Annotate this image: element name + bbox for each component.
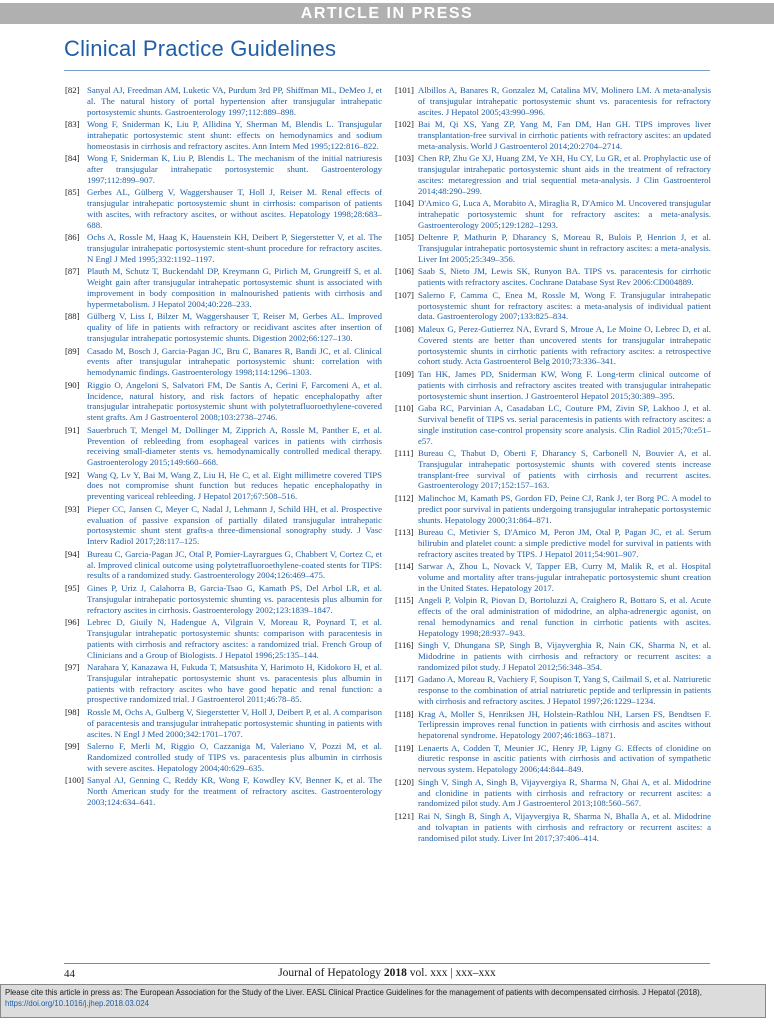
reference-number: [120] [395,776,414,787]
reference-number: [108] [395,323,414,334]
reference-text: Narahara Y, Kanazawa H, Fukuda T, Matsushita Y, Harimoto H, Kidokoro H, et al. Transjugular intrahepatic portosystemic shunt vs. paracentesis plus albumin in patients with refractory ascites who have good hepatic and renal function: a prospective randomized trial. J Gastroenterol 2011;46:78–85. [87,661,382,705]
reference-number: [83] [65,119,80,130]
reference-number: [92] [65,469,80,480]
reference-text: Tan HK, James PD, Sniderman KW, Wong F. Long-term clinical outcome of patients with cirrhosis and refractory ascites treated with transjugular intrahepatic portosystemic shunt insertion. J Gastroenterol Hepatol 2015;30:389–395. [418,368,711,401]
reference-item[interactable] [64,662,382,705]
journal-year: 2018 [383,967,407,979]
reference-number: [93] [65,503,80,514]
reference-number: [86] [65,232,80,243]
reference-number: [82] [65,85,80,95]
reference-item[interactable] [395,777,711,810]
reference-item[interactable] [395,198,711,231]
reference-item[interactable] [395,743,711,776]
journal-footer [0,967,774,979]
reference-text: Bureau C, Garcia-Pagan JC, Otal P, Pomier-Layrargues G, Chabbert V, Cortez C, et al. Improved clinical outcome using polytetrafluoroethylene-coated stents for TIPS: results of a randomized study. Gastroenterology 2004;126:469–475. [87,548,382,581]
reference-item[interactable] [395,595,711,638]
reference-number: [121] [395,810,414,821]
reference-number: [101] [395,85,414,95]
reference-text: Riggio O, Angeloni S, Salvatori FM, De Santis A, Cerini F, Farcomeni A, et al. Incidence, natural history, and risk factors of hepatic encephalopathy after transjugular intrahepatic portosystemic shunt with polytetrafluoroethylene-covered stent grafts. Am J Gastroenterol 2008;103:2738–2746. [87,379,382,423]
reference-number: [90] [65,379,80,390]
reference-text: Lebrec D, Giuily N, Hadengue A, Vilgrain V, Moreau R, Poynard T, et al. Transjugular intrahepatic portosystemic shunts: comparison with paracentesis in patients with cirrhosis and refractory ascites: a randomized trial. French Group of Clinicians and a Group of Biologists. J Hepatol 1996;25:135–144. [87,616,382,660]
reference-text: Salerno F, Camma C, Enea M, Rossle M, Wong F. Transjugular intrahepatic portosystemic shunt for refractory ascites: a meta-analysis of individual patient data. Gastroenterology 2007;133:825–834. [418,289,711,322]
reference-number: [104] [395,198,414,209]
reference-item[interactable] [64,346,382,379]
reference-number: [115] [395,595,414,606]
reference-item[interactable] [395,403,711,446]
reference-item[interactable] [395,448,711,491]
reference-number: [113] [395,527,414,538]
reference-item[interactable] [64,775,382,808]
reference-text: Krag A, Moller S, Henriksen JH, Holstein-Rathlou NH, Larsen FS, Bendtsen F. Terlipressin improves renal function in patients with cirrhosis and ascites without hepatorenal syndrome. Hepatology 2007;46:1863–1871. [418,708,711,741]
reference-item[interactable] [64,380,382,423]
reference-item[interactable] [395,369,711,402]
reference-text: Rai N, Singh B, Singh A, Vijayvergiya R, Sharma N, Bhalla A, et al. Midodrine and tolvaptan in patients with cirrhosis and refractory or recurrent ascites: a randomised pilot study. Liver Int 2017;37:406–414. [418,810,711,843]
reference-item[interactable] [395,232,711,265]
reference-item[interactable] [64,707,382,740]
reference-text: Wong F, Sniderman K, Liu P, Allidina Y, Sherman M, Blendis L. Transjugular intrahepatic portosystemic stent shunt: effects on hemodynamics and sodium homeostasis in cirrhosis and refractory ascites. Ann Intern Med 1995;122:816–822. [87,119,382,151]
reference-text: Gadano A, Moreau R, Vachiery F, Soupison T, Yang S, Cailmail S, et al. Natriuretic response to the combination of atrial natriuretic peptide and terlipressin in patients with cirrhosis and refractory ascites. J Hepatol 1997;26:1229–1234. [418,674,711,707]
reference-number: [105] [395,232,414,243]
reference-item[interactable] [395,290,711,323]
reference-text: Malinchoc M, Kamath PS, Gordon FD, Peine CJ, Rank J, ter Borg PC. A model to predict poor survival in patients undergoing transjugular intrahepatic portosystemic shunts. Hepatology 2000;31:864–871. [418,492,711,525]
reference-number: [97] [65,661,80,672]
reference-number: [118] [395,708,414,719]
reference-item[interactable] [395,266,711,288]
reference-number: [96] [65,616,80,627]
reference-text: Ochs A, Rossle M, Haag K, Hauenstein KH, Deibert P, Siegerstetter V, et al. The transjugular intrahepatic portosystemic stent-shunt procedure for refractory ascites. N Engl J Med 1995;332:1192–1197. [87,232,382,265]
reference-number: [116] [395,640,414,651]
reference-item[interactable] [395,674,711,707]
reference-text: Singh V, Singh A, Singh B, Vijayvergiya R, Sharma N, Ghai A, et al. Midodrine and clonidine in patients with cirrhosis and refractory or recurrent ascites: a randomized pilot study. Am J Gastroenterol 2013;108:560–567. [418,776,711,809]
reference-item[interactable] [64,119,382,152]
reference-text: Saab S, Nieto JM, Lewis SK, Runyon BA. TIPS vs. paracentesis for cirrhotic patients with refractory ascites. Cochrane Database Syst Rev 2006:CD004889. [418,266,711,288]
reference-number: [84] [65,153,80,164]
reference-item[interactable] [395,324,711,367]
title-divider [64,70,710,71]
references-right-column [395,85,711,955]
reference-text: Pieper CC, Jansen C, Meyer C, Nadal J, Lehmann J, Schild HH, et al. Prospective evaluation of passive expansion of partially dilated transjugular intrahepatic portosystemic shunt stent grafts-a three-dimensional sonography study. J Vasc Interv Radiol 2017;28:117–125. [87,503,382,547]
reference-text: Bureau C, Metivier S, D'Amico M, Peron JM, Otal P, Pagan JC, et al. Serum bilirubin and platelet count: a simple predictive model for survival in patients with refractory ascites treated by TIPS. J Hepatol 2011;54:901–907. [418,527,711,559]
reference-item[interactable] [64,153,382,186]
reference-number: [87] [65,266,80,277]
reference-text: Casado M, Bosch J, Garcia-Pagan JC, Bru C, Banares R, Bandi JC, et al. Clinical events after transjugular intrahepatic portosystemic shunt: correlation with hemodynamic findings. Gastroenterology 1998;114:1296–1303. [87,345,382,378]
reference-item[interactable] [395,119,711,152]
reference-text: Gerbes AL, Gülberg V, Waggershauser T, Holl J, Reiser M. Renal effects of transjugular intrahepatic portosystemic shunt in cirrhosis: comparison of patients with ascites, with refractory ascites, or without ascites. Hepatology 1998;28:683–688. [87,187,382,230]
reference-number: [102] [395,119,414,130]
citation-text: Please cite this article in press as: The European Association for the Study of the Liver. EASL Clinical Practice Guidelines for the management of patients with decompensated cirrhosis. J Hepatol (2018), [5,988,702,997]
reference-item[interactable] [64,741,382,774]
reference-number: [112] [395,492,414,503]
reference-text: Albillos A, Banares R, Gonzalez M, Catalina MV, Molinero LM. A meta-analysis of transjugular intrahepatic portosystemic shunt vs. paracentesis for refractory ascites. J Hepatol 2005;43:990–996. [418,85,711,117]
reference-item[interactable] [64,617,382,660]
reference-number: [107] [395,289,414,300]
reference-text: Chen RP, Zhu Ge XJ, Huang ZM, Ye XH, Hu CY, Lu GR, et al. Prophylactic use of transjugular intrahepatic portosystemic shunt aids in the treatment of refractory ascites: metaregression and trial sequential meta-analysis. J Clin Gastroenterol 2014;48:290–299. [418,153,711,196]
reference-item[interactable] [64,470,382,503]
reference-number: [94] [65,548,80,559]
reference-item[interactable] [395,493,711,526]
journal-volume: vol. xxx | xxx–xxx [409,967,496,979]
reference-number: [117] [395,674,414,685]
reference-text: Lenaerts A, Codden T, Meunier JC, Henry JP, Ligny G. Effects of clonidine on diuretic response in ascitic patients with cirrhosis and activation of sympathetic nervous system. Hepatology 2006;44:844–849. [418,742,711,775]
reference-number: [109] [395,368,414,379]
reference-text: Sauerbruch T, Mengel M, Dollinger M, Zipprich A, Rossle M, Panther E, et al. Prevention of rebleeding from esophageal varices in patients with cirrhosis receiving small-diameter stents vs. hemodynamically controlled medical therapy. Gastroenterology 2015;149:660–668. [87,424,382,468]
reference-text: Rossle M, Ochs A, Gulberg V, Siegerstetter V, Holl J, Deibert P, et al. A comparison of paracentesis and transjugular intrahepatic portosystemic shunting in patients with ascites. N Engl J Med 2000;342:1701–1707. [87,706,382,739]
reference-number: [89] [65,345,80,356]
reference-number: [110] [395,402,414,413]
reference-text: Wang Q, Lv Y, Bai M, Wang Z, Liu H, He C, et al. Eight millimetre covered TIPS does not compromise shunt function but reduces hepatic encephalopathy in preventing variceal rebleeding. J Hepatol 2017;67:508–516. [87,469,382,502]
reference-item[interactable] [395,153,711,196]
page-number: 44 [64,968,75,980]
reference-text: Gines P, Uriz J, Calahorra B, Garcia-Tsao G, Kamath PS, Del Arbol LR, et al. Transjugular intrahepatic portosystemic shunting vs. paracentesis plus albumin for refractory ascites in cirrhosis. Gastroenterology 2002;123:1839–1847. [87,582,382,615]
reference-text: Sanyal AJ, Genning C, Reddy KR, Wong F, Kowdley KV, Benner K, et al. The North American study for the treatment of refractory ascites. Gastroenterology 2003;124:634–641. [87,775,382,807]
journal-name: Journal of Hepatology [278,967,382,979]
reference-text: Plauth M, Schutz T, Buckendahl DP, Kreymann G, Pirlich M, Grungreiff S, et al. Weight gain after transjugular intrahepatic portosystemic shunt is associated with improvement in body composition in malnourished patients with cirrhosis and hypermetabolism. J Hepatol 2004;40:228–233. [87,266,382,309]
reference-text: Gaba RC, Parvinian A, Casadaban LC, Couture PM, Zivin SP, Lakhoo J, et al. Survival benefit of TIPS vs. serial paracentesis in patients with refractory ascites: a single institution case-control propensity score analysis. Clin Radiol 2015;70:e51–e57. [418,402,711,446]
reference-text: Deltenre P, Mathurin P, Dharancy S, Moreau R, Bulois P, Henrion J, et al. Transjugular intrahepatic portosystemic shunt in refractory ascites: a meta-analysis. Liver Int 2005;25:349–356. [418,232,711,265]
reference-text: Bai M, Qi XS, Yang ZP, Yang M, Fan DM, Han GH. TIPS improves liver transplantation-free survival in cirrhotic patients with refractory ascites: an updated meta-analysis. World J Gastroenterol 2014;20:2704–2714. [418,119,711,151]
reference-number: [119] [395,742,414,753]
reference-text: Angeli P, Volpin R, Piovan D, Bortoluzzi A, Craighero R, Bottaro S, et al. Acute effects of the oral administration of midodrine, an alpha-adrenergic agonist, on renal hemodynamics and renal function in cirrhotic patients with ascites. Hepatology 1998;28:937–943. [418,595,711,638]
reference-text: Sarwar A, Zhou L, Novack V, Tapper EB, Curry M, Malik R, et al. Hospital volume and mortality after trans-jugular intrahepatic portosystemic shunt creation in the United States. Hepatology 2017. [418,561,711,593]
references-left-column [64,85,382,955]
reference-text: Wong F, Sniderman K, Liu P, Blendis L. The mechanism of the initial natriuresis after transjugular intrahepatic portosystemic shunt. Gastroenterology 1997;112:899–907. [87,153,382,185]
reference-text: Singh V, Dhungana SP, Singh B, Vijayverghia R, Nain CK, Sharma N, et al. Midodrine in patients with cirrhosis and refractory or recurrent ascites: a randomized pilot study. J Hepatol 2012;56:348–354. [418,640,711,672]
reference-number: [91] [65,424,80,435]
reference-number: [114] [395,561,414,572]
reference-item[interactable] [64,311,382,344]
reference-item[interactable] [64,187,382,230]
reference-number: [99] [65,741,80,752]
reference-item[interactable] [395,811,711,844]
reference-item[interactable] [395,640,711,673]
reference-number: [100] [65,775,84,786]
reference-text: Sanyal AJ, Freedman AM, Luketic VA, Purdum 3rd PP, Shiffman ML, DeMeo J, et al. The natural history of portal hypertension after transjugular intrahepatic portosystemic shunts. Gastroenterology 1997;112:889–898. [87,85,382,117]
reference-item[interactable] [395,561,711,594]
reference-item[interactable] [64,232,382,265]
reference-item[interactable] [64,583,382,616]
reference-item[interactable] [64,85,382,118]
reference-text: Salerno F, Merli M, Riggio O, Cazzaniga M, Valeriano V, Pozzi M, et al. Randomized controlled study of TIPS vs. paracentesis plus albumin in cirrhosis with severe ascites. Hepatology 2004;40:629–635. [87,741,382,773]
reference-number: [106] [395,266,414,277]
reference-item[interactable] [64,504,382,547]
section-title: Clinical Practice Guidelines [64,36,337,61]
reference-number: [88] [65,311,80,322]
reference-item[interactable] [64,266,382,309]
reference-item[interactable] [395,527,711,560]
citation-box [0,984,766,1018]
reference-text: Bureau C, Thabut D, Oberti F, Dharancy S, Carbonell N, Bouvier A, et al. Transjugular intrahepatic portosystemic shunts with covered stents increase transplant-free survival of patients with cirrhosis and recurrent ascites. Gastroenterology 2017;152:157–163. [418,447,711,491]
doi-link[interactable]: https://doi.org/10.1016/j.jhep.2018.03.024 [5,999,149,1008]
reference-text: Gülberg V, Liss I, Bilzer M, Waggershauser T, Reiser M, Gerbes AL. Improved quality of life in patients with refractory or recidivant ascites after insertion of transjugular intrahepatic portosystemic shunts. Digestion 2002;66:127–130. [87,311,382,344]
reference-number: [111] [395,447,414,458]
reference-number: [103] [395,153,414,164]
reference-item[interactable] [64,425,382,468]
reference-number: [85] [65,187,80,198]
reference-text: Maleux G, Perez-Gutierrez NA, Evrard S, Mroue A, Le Moine O, Lebrec D, et al. Covered stents are better than uncovered stents for transjugular intrahepatic portosystemic shunts in cirrhotic patients with refractory ascites: a retrospective cohort study. Acta Gastroenterol Belg 2010;73:336–341. [418,323,711,367]
reference-number: [98] [65,706,80,717]
article-in-press-banner: ARTICLE IN PRESS [0,3,774,24]
reference-item[interactable] [64,549,382,582]
reference-item[interactable] [395,85,711,118]
reference-number: [95] [65,582,80,593]
reference-item[interactable] [395,709,711,742]
reference-text: D'Amico G, Luca A, Morabito A, Miraglia R, D'Amico M. Uncovered transjugular intrahepatic portosystemic shunt for refractory ascites: a meta-analysis. Gastroenterology 2005;129:1282–1293. [418,198,711,230]
footer-divider [64,963,710,964]
